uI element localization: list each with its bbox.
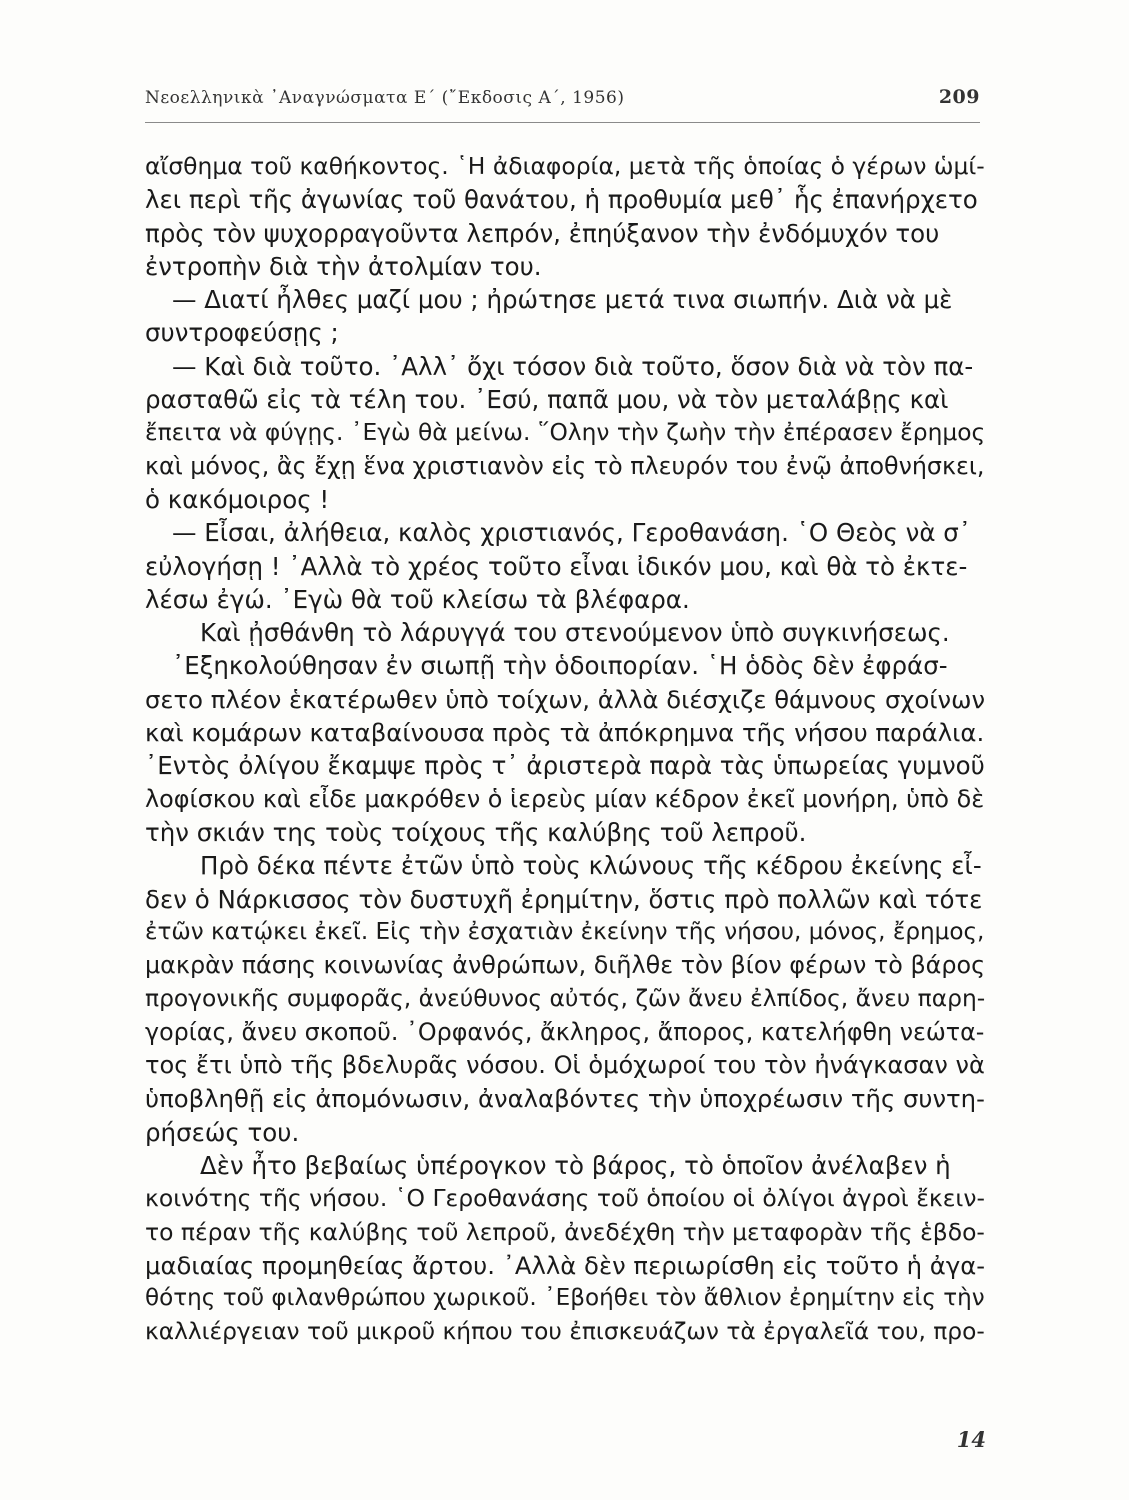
text-line: τος ἔτι ὑπὸ τῆς βδελυρᾶς νόσου. Οἱ ὁμόχωροί του τὸν ἠνάγκασαν νὰ (145, 1051, 985, 1080)
text-line: ᾿Εντὸς ὀλίγου ἔκαμψε πρὸς τ᾿ ἀριστερὰ παρὰ τὰς ὑπωρείας γυμνοῦ (145, 751, 985, 781)
text-line: ἐντροπὴν διὰ τὴν ἀτολμίαν του. (145, 251, 542, 281)
body-text (145, 150, 985, 1349)
text-line: πρὸς τὸν ψυχορραγοῦντα λεπρόν, ἐπηύξανον τὴν ἐνδόμυχόν του (145, 218, 940, 248)
text-line: ὁ κακόμοιρος ! (145, 484, 330, 514)
header-rule (145, 122, 980, 123)
text-line: γορίας, ἄνευ σκοποῦ. ᾿Ορφανός, ἄκληρος, ἄπορος, κατελήφθη νεώτα- (145, 1017, 985, 1046)
text-line: λει περὶ τῆς ἀγωνίας τοῦ θανάτου, ἡ προθυμία μεθ᾿ ἧς ἐπανήρχετο (145, 185, 978, 215)
signature-mark: 14 (956, 1427, 986, 1452)
text-line: Πρὸ δέκα πέντε ἐτῶν ὑπὸ τοὺς κλώνους τῆς κέδρου ἐκείνης εἶ- (200, 851, 982, 881)
text-line: — Διατί ἦλθες μαζί μου ; ἠρώτησε μετά τινα σιωπήν. Διὰ νὰ μὲ (172, 285, 953, 315)
text-line: αἴσθημα τοῦ καθήκοντος. ῾Η ἀδιαφορία, μετὰ τῆς ὁποίας ὁ γέρων ὡμί- (145, 152, 985, 180)
text-line: ἔπειτα νὰ φύγῃς. ᾿Εγὼ θὰ μείνω. ῞Ολην τὴν ζωὴν τὴν ἐπέρασεν ἔρημος (145, 418, 986, 447)
text-line: Δὲν ἦτο βεβαίως ὑπέρογκον τὸ βάρος, τὸ ὁποῖον ἀνέλαβεν ἡ (200, 1150, 951, 1180)
text-line: θότης τοῦ φιλανθρώπου χωρικοῦ. ᾿Εβοήθει τὸν ἄθλιον ἐρημίτην εἰς τὴν (145, 1285, 985, 1312)
text-line: καὶ μόνος, ἂς ἔχῃ ἕνα χριστιανὸν εἰς τὸ πλευρόν του ἐνῷ ἀποθνήσκει, (145, 451, 985, 480)
text-line: — Καὶ διὰ τοῦτο. ᾿Αλλ᾿ ὄχι τόσον διὰ τοῦτο, ὅσον διὰ νὰ τὸν πα- (172, 351, 974, 381)
text-line: ὑποβληθῇ εἰς ἀπομόνωσιν, ἀναλαβόντες τὴν ὑποχρέωσιν τῆς συντη- (145, 1084, 985, 1114)
text-line: δεν ὁ Νάρκισσος τὸν δυστυχῆ ἐρημίτην, ὅστις πρὸ πολλῶν καὶ τότε (145, 884, 983, 914)
text-line: εὐλογήσῃ ! ᾿Αλλὰ τὸ χρέος τοῦτο εἶναι ἰδικόν μου, καὶ θὰ τὸ ἐκτε- (145, 551, 968, 581)
text-line: καὶ κομάρων καταβαίνουσα πρὸς τὰ ἀπόκρημνα τῆς νήσου παράλια. (145, 718, 985, 748)
text-line: μακρὰν πάσης κοινωνίας ἀνθρώπων, διῆλθε τὸν βίον φέρων τὸ βάρος (145, 951, 986, 980)
text-line: Καὶ ᾐσθάνθη τὸ λάρυγγά του στενούμενον ὑπὸ συγκινήσεως. (200, 618, 950, 648)
text-line: λοφίσκου καὶ εἶδε μακρόθεν ὁ ἱερεὺς μίαν κέδρον ἐκεῖ μονήρη, ὑπὸ δὲ (145, 784, 985, 813)
text-line: ρασταθῶ εἰς τὰ τέλη του. ᾿Εσύ, παπᾶ μου, νὰ τὸν μεταλάβῃς καὶ (145, 385, 949, 415)
text-line: — Εἶσαι, ἀλήθεια, καλὸς χριστιανός, Γεροθανάση. ῾Ο Θεὸς νὰ σ᾿ (172, 518, 972, 548)
text-line: ᾿Εξηκολούθησαν ἐν σιωπῇ τὴν ὁδοιπορίαν. ῾Η ὁδὸς δὲν ἐφράσ- (172, 651, 948, 681)
text-line: μαδιαίας προμηθείας ἄρτου. ᾿Αλλὰ δὲν περιωρίσθη εἰς τοῦτο ἡ ἀγα- (145, 1250, 986, 1280)
text-line: σετο πλέον ἑκατέρωθεν ὑπὸ τοίχων, ἀλλὰ διέσχιζε θάμνους σχοίνων (145, 684, 986, 714)
text-line: λέσω ἐγώ. ᾿Εγὼ θὰ τοῦ κλείσω τὰ βλέφαρα. (145, 584, 690, 614)
text-line: ἐτῶν κατῴκει ἐκεῖ. Εἰς τὴν ἐσχατιὰν ἐκείνην τῆς νήσου, μόνος, ἔρημος, (145, 918, 985, 945)
text-line: τὴν σκιάν της τοὺς τοίχους τῆς καλύβης τοῦ λεπροῦ. (145, 817, 807, 847)
text-line: προγονικῆς συμφορᾶς, ἀνεύθυνος αὐτός, ζῶν ἄνευ ἐλπίδος, ἄνευ παρη- (145, 984, 986, 1013)
text-line: καλλιέργειαν τοῦ μικροῦ κήπου του ἐπισκευάζων τὰ ἐργαλεῖά του, προ- (145, 1318, 985, 1346)
header-title: Νεοελληνικὰ ᾿Αναγνώσματα Ε΄ (῎Εκδοσις Α΄, 1956) (145, 88, 625, 108)
running-header (145, 86, 980, 116)
text-line: συντροφεύσῃς ; (145, 318, 339, 348)
page-number: 209 (938, 86, 980, 108)
text-line: κοινότης τῆς νήσου. ῾Ο Γεροθανάσης τοῦ ὁποίου οἱ ὀλίγοι ἀγροὶ ἔκειν- (145, 1184, 985, 1213)
text-line: ρήσεώς του. (145, 1117, 300, 1147)
text-line: το πέραν τῆς καλύβης τοῦ λεπροῦ, ἀνεδέχθη τὴν μεταφορὰν τῆς ἑβδο- (145, 1217, 985, 1246)
